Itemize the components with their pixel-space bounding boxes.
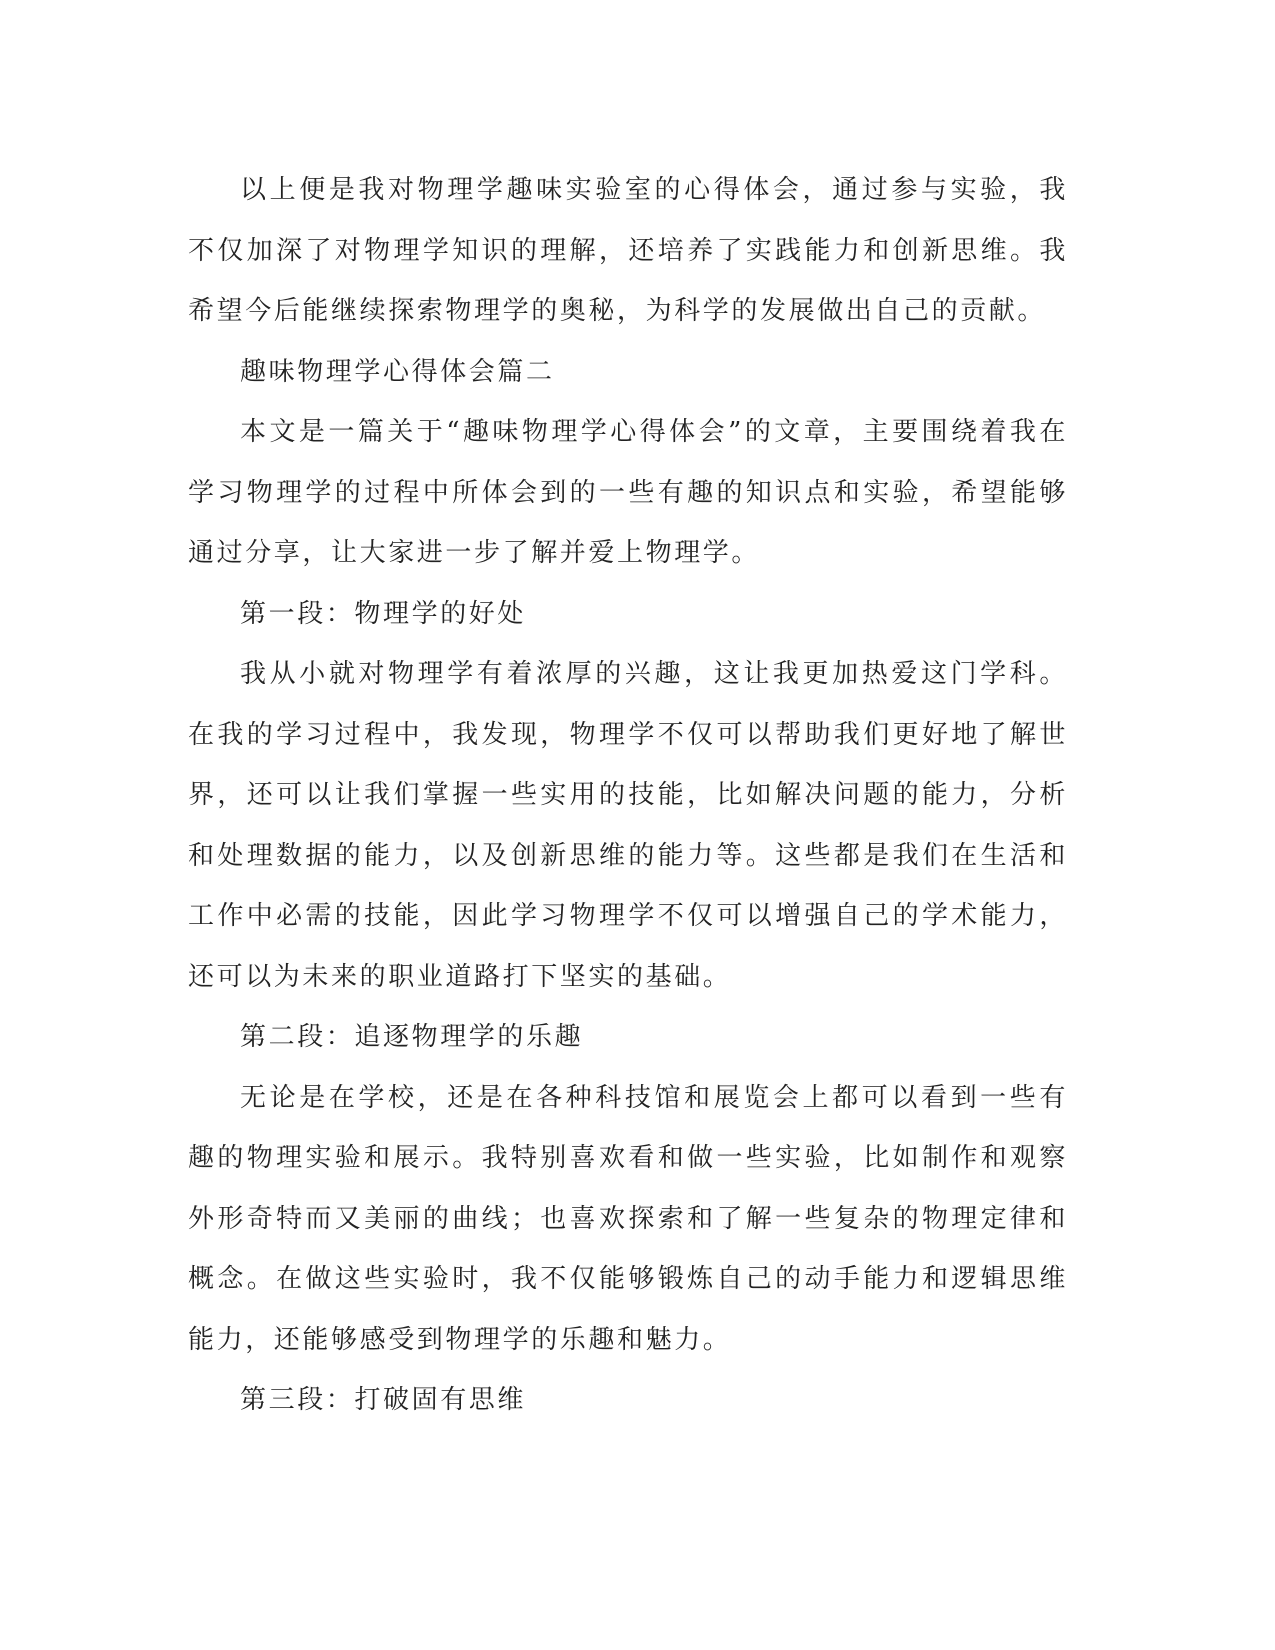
section-heading-3: 第三段：打破固有思维 [240,1385,527,1415]
paragraph-section-2: 无论是在学校，还是在各种科技馆和展览会上都可以看到一些有趣的物理实验和展示。我特别喜欢看和做一些实验，比如制作和观察外形奇特而又美丽的曲线；也喜欢探索和了解一些复杂的物理定律和概念。在做这些实验时，我不仅能够锻炼自己的动手能力和逻辑思维能力，还能够感受到物理学的乐趣和魅力。 [188,1082,1068,1355]
paragraph-intro: 本文是一篇关于“趣味物理学心得体会”的文章，主要围绕着我在学习物理学的过程中所体会到的一些有趣的知识点和实验，希望能够通过分享，让大家进一步了解并爱上物理学。 [188,417,1068,568]
paragraph-section-1: 我从小就对物理学有着浓厚的兴趣，这让我更加热爱这门学科。在我的学习过程中，我发现，物理学不仅可以帮助我们更好地了解世界，还可以让我们掌握一些实用的技能，比如解决问题的能力，分析和处理数据的能力，以及创新思维的能力等。这些都是我们在生活和工作中必需的技能，因此学习物理学不仅可以增强自己的学术能力，还可以为未来的职业道路打下坚实的基础。 [188,659,1068,992]
document-body [188,160,1068,1431]
paragraph-conclusion: 以上便是我对物理学趣味实验室的心得体会，通过参与实验，我不仅加深了对物理学知识的理解，还培养了实践能力和创新思维。我希望今后能继续探索物理学的奥秘，为科学的发展做出自己的贡献。 [188,175,1068,326]
section-heading-2: 第二段：追逐物理学的乐趣 [240,1022,584,1052]
section-heading-1: 第一段：物理学的好处 [240,598,527,629]
article-title: 趣味物理学心得体会篇二 [240,356,555,387]
